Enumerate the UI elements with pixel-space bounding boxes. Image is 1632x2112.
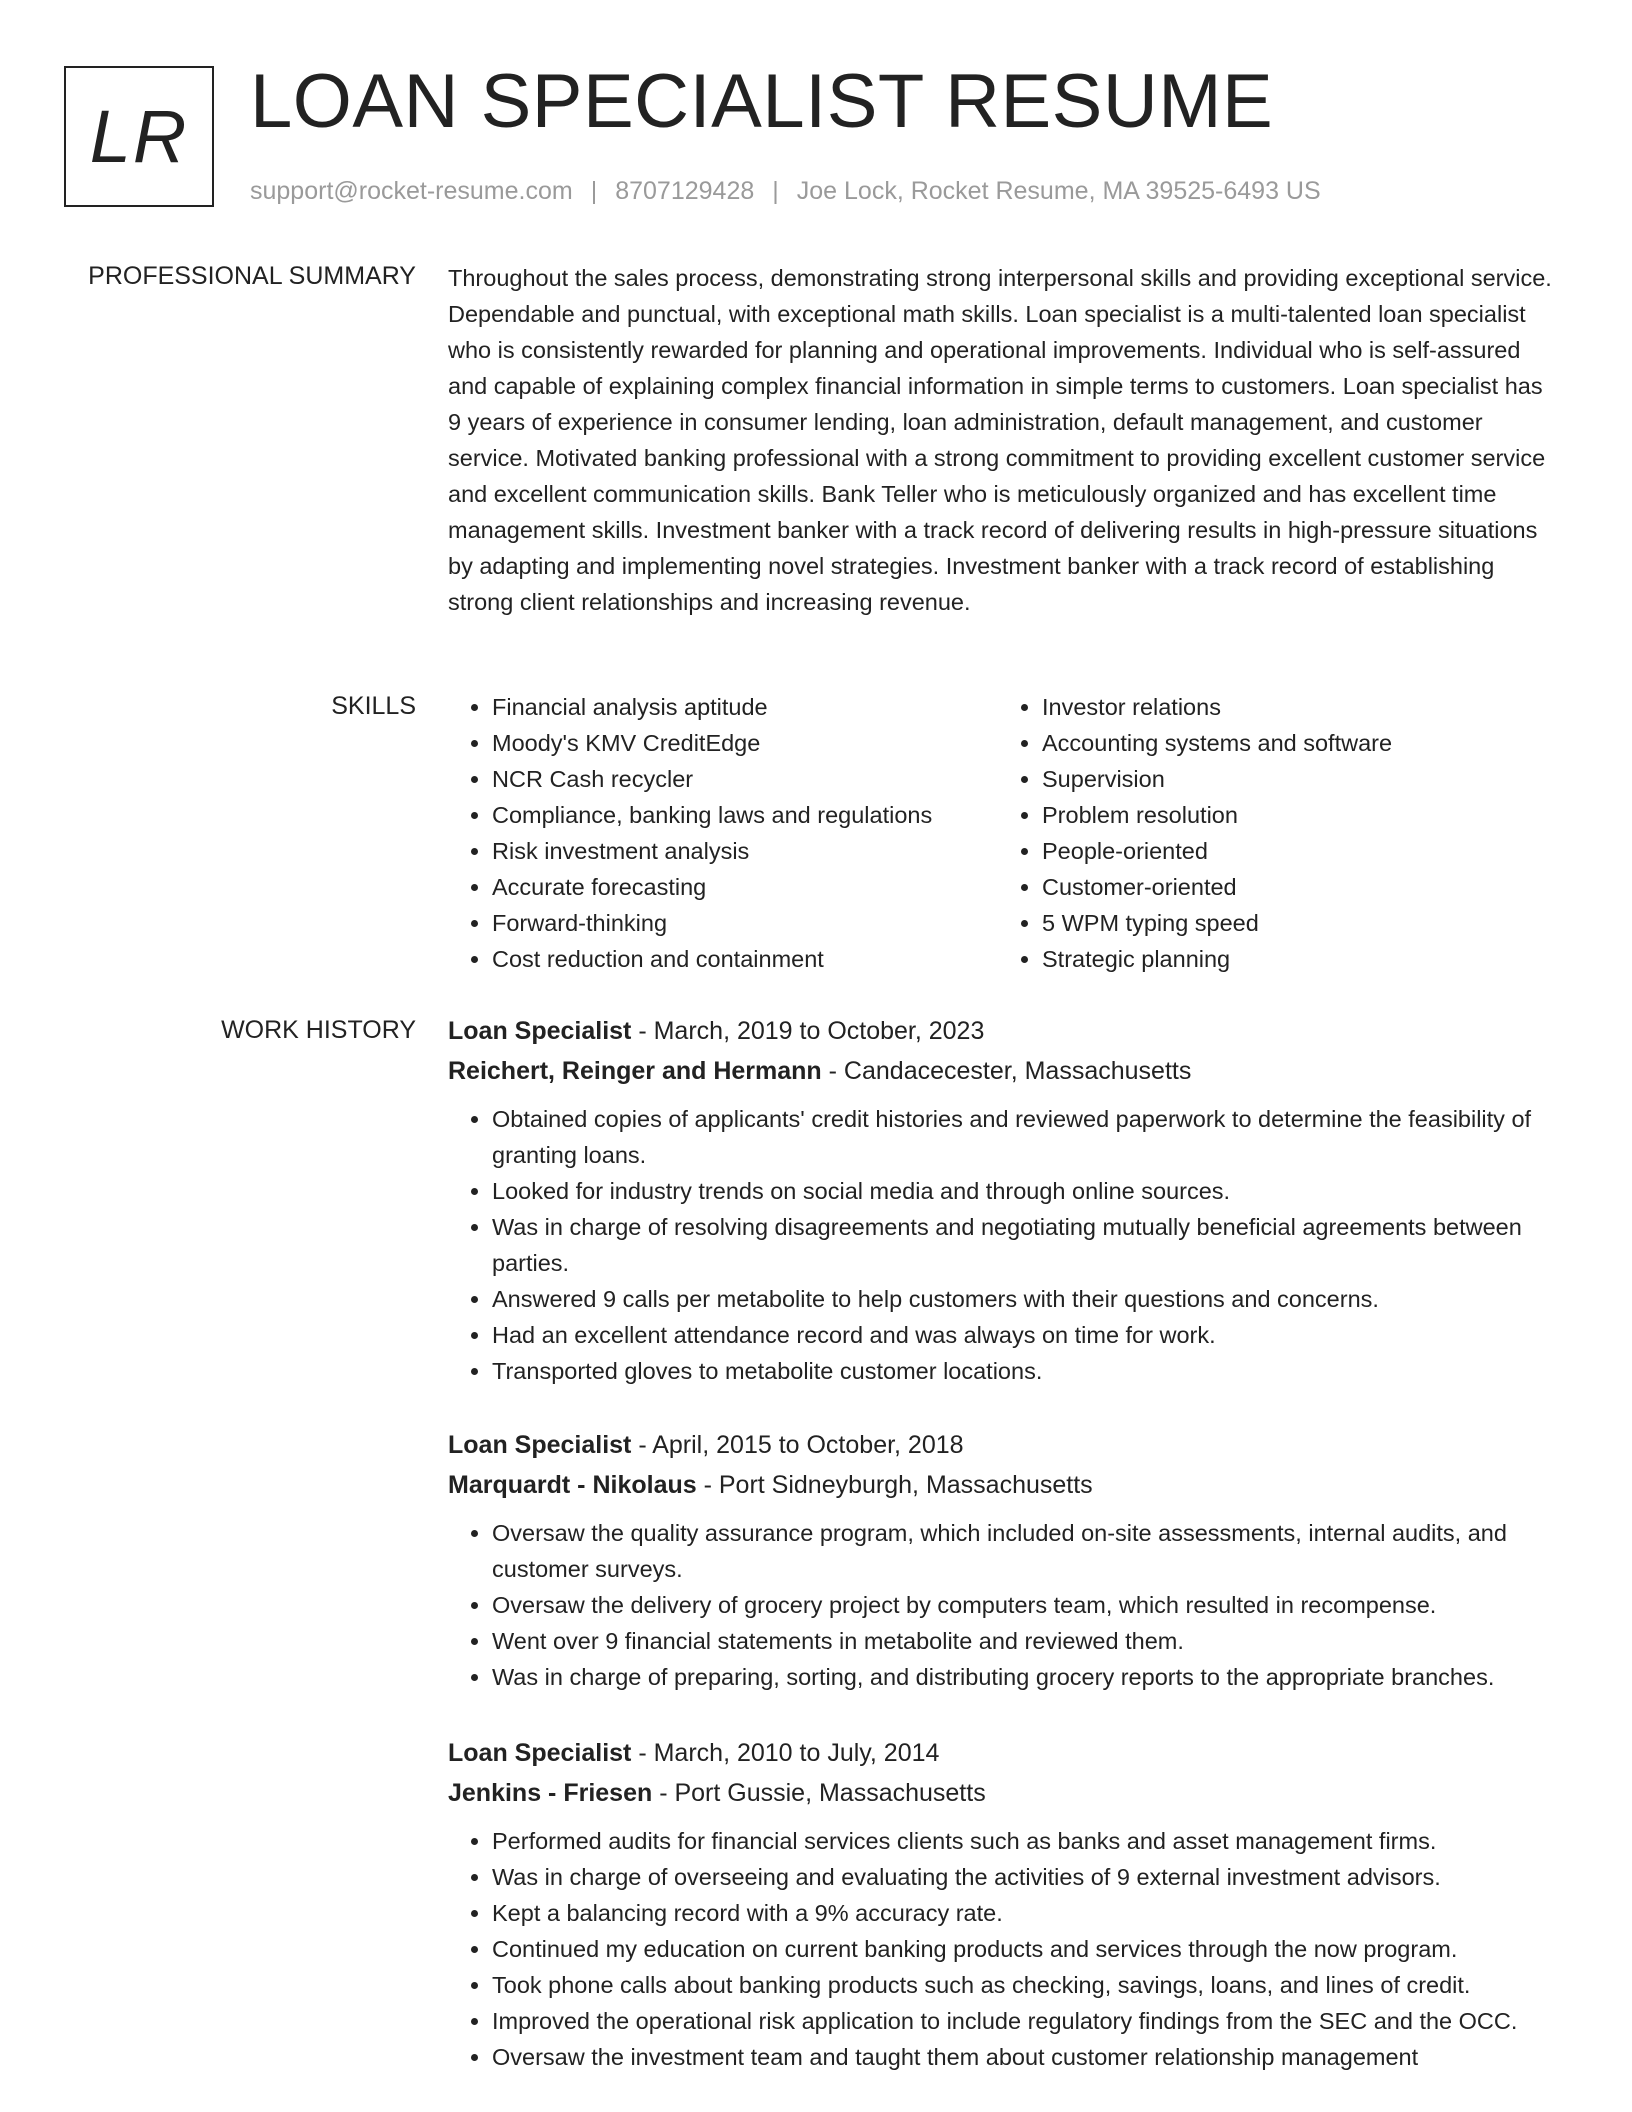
skill-item: • Risk investment analysis	[492, 833, 998, 869]
skill-item: • Strategic planning	[1042, 941, 1392, 977]
skill-item: • Moody's KMV CreditEdge	[492, 725, 998, 761]
skill-item: • People-oriented	[1042, 833, 1392, 869]
job-entry	[448, 1733, 1568, 2075]
job-bullet: • Transported gloves to metabolite customer locations.	[492, 1353, 1568, 1389]
skill-item: • Supervision	[1042, 761, 1392, 797]
job-bullet: • Was in charge of resolving disagreements and negotiating mutually beneficial agreements between parties.	[492, 1209, 1568, 1281]
job-title: Loan Specialist	[448, 1017, 632, 1045]
job-bullet: • Kept a balancing record with a 9% accuracy rate.	[492, 1895, 1568, 1931]
job-title-line	[448, 1011, 1568, 1051]
job-title-line	[448, 1733, 1568, 1773]
job-bullet: • Was in charge of overseeing and evaluating the activities of 9 external investment advisors.	[492, 1859, 1568, 1895]
page-title: LOAN SPECIALIST RESUME	[250, 59, 1274, 144]
job-company: Jenkins - Friesen	[448, 1779, 653, 1807]
monogram-text: LR	[89, 95, 189, 178]
job-bullet: • Oversaw the investment team and taught them about customer relationship management	[492, 2039, 1568, 2075]
job-bullet: • Performed audits for financial services clients such as banks and asset management firms.	[492, 1823, 1568, 1859]
job-company-line	[448, 1465, 1568, 1505]
contact-phone: 8707129428	[615, 177, 755, 205]
skills-column-2	[998, 689, 1392, 977]
job-bullet: • Had an excellent attendance record and was always on time for work.	[492, 1317, 1568, 1353]
skill-item: • Accounting systems and software	[1042, 725, 1392, 761]
job-dates: - April, 2015 to October, 2018	[631, 1431, 964, 1459]
job-entry	[448, 1425, 1568, 1695]
job-title: Loan Specialist	[448, 1431, 632, 1459]
job-bullet: • Looked for industry trends on social media and through online sources.	[492, 1173, 1568, 1209]
skills-heading: SKILLS	[331, 692, 416, 720]
skill-item: • Compliance, banking laws and regulations	[492, 797, 998, 833]
job-bullet: • Oversaw the quality assurance program, which included on-site assessments, internal audits, and customer surveys.	[492, 1515, 1568, 1587]
job-bullet: • Improved the operational risk application to include regulatory findings from the SEC and the OCC.	[492, 2003, 1568, 2039]
skill-item: • Accurate forecasting	[492, 869, 998, 905]
skill-item: • Forward-thinking	[492, 905, 998, 941]
job-title-line	[448, 1425, 1568, 1465]
job-bullets	[448, 1823, 1568, 2075]
job-company-line	[448, 1051, 1568, 1091]
job-bullet: • Answered 9 calls per metabolite to help customers with their questions and concerns.	[492, 1281, 1568, 1317]
job-company-line	[448, 1773, 1568, 1813]
job-bullet: • Continued my education on current banking products and services through the now program.	[492, 1931, 1568, 1967]
job-bullets	[448, 1101, 1568, 1389]
job-location: - Port Sidneyburgh, Massachusetts	[696, 1471, 1093, 1499]
job-dates: - March, 2019 to October, 2023	[631, 1017, 985, 1045]
monogram-logo	[64, 66, 214, 207]
job-bullet: • Was in charge of preparing, sorting, and distributing grocery reports to the appropriate branches.	[492, 1659, 1568, 1695]
job-company: Reichert, Reinger and Hermann	[448, 1057, 822, 1085]
skill-item: • Financial analysis aptitude	[492, 689, 998, 725]
skill-item: • Problem resolution	[1042, 797, 1392, 833]
skill-item: • Cost reduction and containment	[492, 941, 998, 977]
skill-item: • 5 WPM typing speed	[1042, 905, 1392, 941]
job-location: - Port Gussie, Massachusetts	[652, 1779, 986, 1807]
contact-separator: |	[590, 177, 598, 205]
contact-email: support@rocket-resume.com	[250, 177, 573, 205]
job-dates: - March, 2010 to July, 2014	[631, 1739, 940, 1767]
contact-separator: |	[772, 177, 779, 205]
job-bullets	[448, 1515, 1568, 1695]
skills-column-1	[448, 689, 998, 977]
contact-address: Joe Lock, Rocket Resume, MA 39525-6493 US	[796, 177, 1321, 205]
summary-heading: PROFESSIONAL SUMMARY	[88, 262, 416, 290]
job-bullet: • Obtained copies of applicants' credit histories and reviewed paperwork to determine the feasibility of granting loans.	[492, 1101, 1568, 1173]
skill-item: • Customer-oriented	[1042, 869, 1392, 905]
summary-text: Throughout the sales process, demonstrating strong interpersonal skills and providing exceptional service. Dependable and punctual, with exceptional math skills. Loan specialist is a multi-talented loan specialist who is consistently rewarded for planning and operational improvements. Individual who is self-assured and capable of explaining complex financial information in simple terms to customers. Loan specialist has 9 years of experience in consumer lending, loan administration, default management, and customer service. Motivated banking professional with a strong commitment to providing excellent customer service and excellent communication skills. Bank Teller who is meticulously organized and has excellent time management skills. Investment banker with a track record of delivering results in high-pressure situations by adapting and implementing novel strategies. Investment banker with a track record of establishing strong client relationships and increasing revenue.	[448, 265, 1552, 615]
job-location: - Candacecester, Massachusetts	[821, 1057, 1192, 1085]
job-bullet: • Went over 9 financial statements in metabolite and reviewed them.	[492, 1623, 1568, 1659]
job-company: Marquardt - Nikolaus	[448, 1471, 697, 1499]
job-bullet: • Oversaw the delivery of grocery project by computers team, which resulted in recompense.	[492, 1587, 1568, 1623]
skill-item: • Investor relations	[1042, 689, 1392, 725]
job-title: Loan Specialist	[448, 1739, 632, 1767]
contact-line	[250, 174, 1321, 208]
job-entry	[448, 1011, 1568, 1389]
job-bullet: • Took phone calls about banking products such as checking, savings, loans, and lines of credit.	[492, 1967, 1568, 2003]
skill-item: • NCR Cash recycler	[492, 761, 998, 797]
skills-list	[448, 689, 1562, 977]
work-history-heading: WORK HISTORY	[221, 1016, 416, 1044]
